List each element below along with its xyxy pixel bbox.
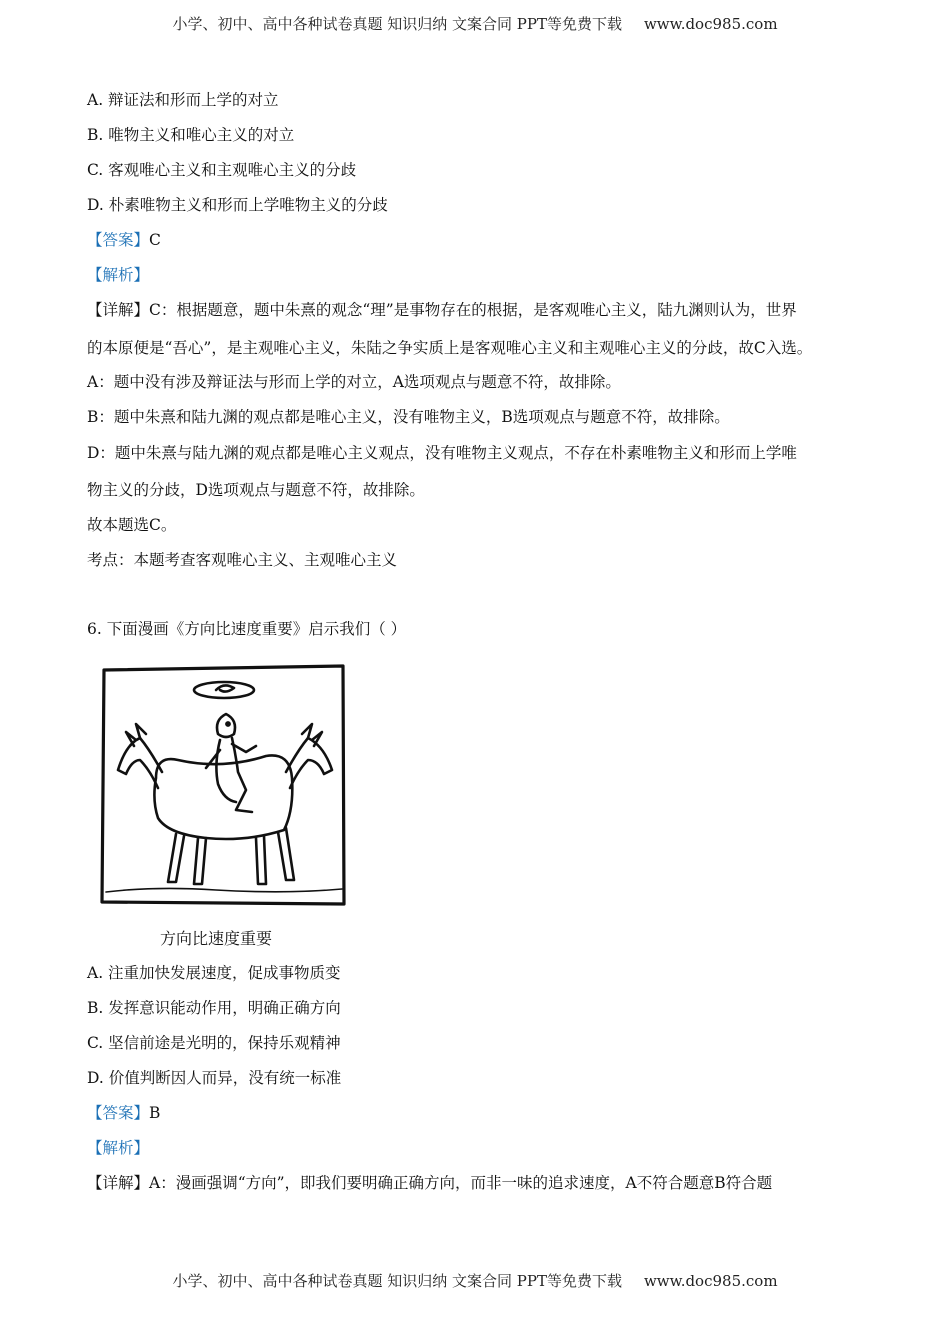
q6-analysis [87,1138,149,1158]
footer-text: 小学、初中、高中各种试卷真题 知识归纳 文案合同 PPT等免费下载 [172,1272,622,1290]
q5-detail-line-2: 的本原便是“吾心”，是主观唯心主义，朱陆之争实质上是客观唯心主义和主观唯心主义的分歧，故C入选。 [87,339,813,357]
q5-detail-line-4: B：题中朱熹和陆九渊的观点都是唯心主义，没有唯物主义，B选项观点与题意不符，故排除。 [87,408,730,426]
footer-url: www.doc985.com [643,1272,778,1290]
q6-answer [87,1103,160,1123]
comic-caption: 方向比速度重要 [160,929,273,948]
q5-detail-tag: 【详解】 [87,301,150,319]
page-footer [0,1270,950,1291]
q6-option-b: B. 发挥意识能动作用，明确正确方向 [87,999,341,1017]
q5-analysis [87,265,149,285]
q5-answer [87,230,161,250]
q5-detail-line-5: D：题中朱熹与陆九渊的观点都是唯心主义观点，没有唯物主义观点，不存在朴素唯物主义和形而上学唯 [87,444,797,462]
q6-option-c: C. 坚信前途是光明的，保持乐观精神 [87,1034,341,1052]
q5-option-b: B. 唯物主义和唯心主义的对立 [87,126,295,144]
q5-analysis-tag: 【解析】 [87,266,150,284]
q6-option-d: D. 价值判断因人而异，没有统一标准 [87,1069,342,1087]
comic-image [96,660,348,908]
header-text: 小学、初中、高中各种试卷真题 知识归纳 文案合同 PPT等免费下载 [172,15,622,33]
q5-detail-line-1: 【详解】C：根据题意，题中朱熹的观念“理”是事物存在的根据，是客观唯心主义，陆九渊则认为，世界 [87,301,797,319]
q5-detail-line-3: A：题中没有涉及辩证法与形而上学的对立，A选项观点与题意不符，故排除。 [87,373,621,391]
q5-detail-line-7: 故本题选C。 [87,516,177,534]
q6-stem: 6. 下面漫画《方向比速度重要》启示我们（ ） [87,620,407,638]
q5-detail-line-6: 物主义的分歧，D选项观点与题意不符，故排除。 [87,481,425,499]
q6-option-a: A. 注重加快发展速度，促成事物质变 [87,964,341,982]
page-header [0,13,950,34]
q6-analysis-tag: 【解析】 [87,1139,150,1157]
q6-detail-tag: 【详解】 [87,1174,150,1192]
q6-answer-value: B [149,1104,161,1122]
q5-option-a: A. 辩证法和形而上学的对立 [87,91,279,109]
q5-answer-tag: 【答案】 [87,231,150,249]
q5-option-d: D. 朴素唯物主义和形而上学唯物主义的分歧 [87,196,388,214]
q5-detail-line-8: 考点：本题考查客观唯心主义、主观唯心主义 [87,551,398,569]
q6-detail-line-1: 【详解】A：漫画强调“方向”，即我们要明确正确方向，而非一味的追求速度，A不符合题意B符合题 [87,1174,773,1192]
q6-answer-tag: 【答案】 [87,1104,150,1122]
q5-answer-value: C [149,231,161,249]
q5-option-c: C. 客观唯心主义和主观唯心主义的分歧 [87,161,357,179]
header-url: www.doc985.com [643,15,778,33]
